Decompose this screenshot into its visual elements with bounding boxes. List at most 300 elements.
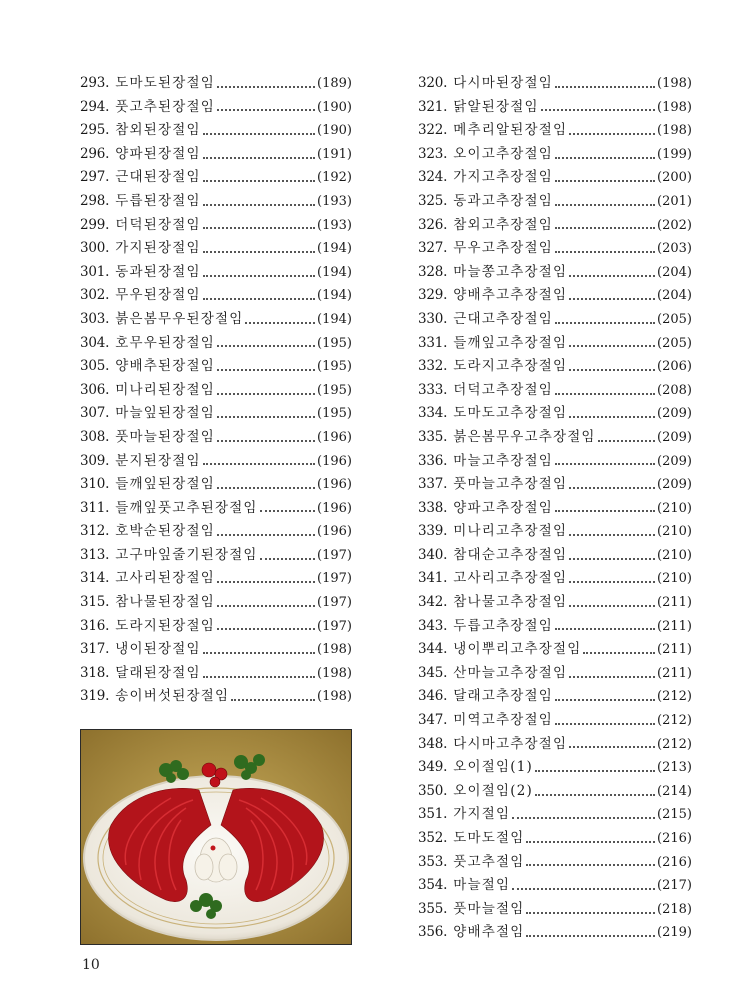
dot-leader	[217, 369, 315, 371]
entry-number: 340.	[418, 546, 448, 563]
dot-leader	[555, 86, 655, 88]
entry-number: 354.	[418, 877, 448, 894]
dot-leader	[569, 487, 655, 489]
entry-number: 322.	[418, 122, 448, 139]
entry-number: 293.	[80, 75, 110, 91]
entry-page: (212)	[657, 736, 692, 752]
entry-title: 고구마잎줄기된장절임	[115, 546, 258, 563]
dot-leader	[569, 581, 655, 583]
entry-number: 301.	[80, 263, 110, 280]
dot-leader	[569, 275, 655, 277]
dot-leader	[217, 581, 315, 583]
entry-title: 마늘절임	[453, 877, 511, 894]
entry-number: 345.	[418, 664, 448, 681]
entry-number: 310.	[80, 476, 110, 493]
entry-title: 양배추고추장절임	[453, 287, 568, 304]
entry-number: 337.	[418, 476, 448, 493]
dot-leader	[583, 652, 655, 654]
entry-page: (217)	[657, 878, 692, 894]
entry-page: (199)	[657, 146, 692, 162]
entry-number: 325.	[418, 192, 448, 209]
entry-title: 양배추절임	[453, 924, 525, 941]
toc-entry	[418, 355, 692, 379]
entry-number: 350.	[418, 782, 448, 799]
toc-entry	[80, 308, 352, 332]
entry-number: 315.	[80, 594, 110, 611]
dot-leader	[217, 487, 315, 489]
entry-number: 352.	[418, 830, 448, 846]
dot-leader	[569, 676, 655, 678]
entry-title: 근대고추장절임	[453, 310, 553, 327]
toc-entry	[80, 426, 352, 450]
entry-title: 호박순된장절임	[115, 523, 215, 540]
entry-page: (191)	[317, 146, 352, 162]
entry-number: 324.	[418, 169, 448, 186]
entry-title: 가지고추장절임	[453, 169, 553, 186]
entry-number: 346.	[418, 688, 448, 705]
toc-entry	[418, 402, 692, 426]
entry-page: (194)	[317, 311, 352, 327]
entry-title: 가지된장절임	[115, 240, 201, 257]
entry-number: 296.	[80, 145, 110, 162]
entry-page: (195)	[317, 335, 352, 351]
entry-number: 333.	[418, 381, 448, 398]
dot-leader	[217, 628, 315, 630]
entry-title: 동과된장절임	[115, 263, 201, 280]
entry-title: 미나리고추장절임	[453, 523, 568, 540]
entry-title: 풋마늘절임	[453, 900, 525, 917]
entry-title: 분지된장절임	[115, 452, 201, 469]
entry-number: 313.	[80, 546, 110, 563]
dot-leader	[569, 746, 655, 748]
entry-title: 오이고추장절임	[453, 145, 553, 162]
entry-title: 고사리고추장절임	[453, 570, 568, 587]
entry-title: 풋고추된장절임	[115, 98, 215, 115]
dot-leader	[217, 345, 315, 347]
dot-leader	[203, 463, 315, 465]
entry-page: (196)	[317, 477, 352, 493]
entry-title: 마늘쫑고추장절임	[453, 263, 568, 280]
toc-entry	[80, 497, 352, 521]
dot-leader	[555, 628, 655, 630]
dot-leader	[203, 652, 315, 654]
dot-leader	[526, 935, 655, 937]
entry-page: (212)	[657, 713, 692, 729]
dot-leader	[555, 463, 655, 465]
entry-number: 316.	[80, 617, 110, 634]
entry-page: (205)	[657, 311, 692, 327]
entry-number: 335.	[418, 428, 448, 445]
entry-number: 329.	[418, 287, 448, 304]
dot-leader	[217, 416, 315, 418]
toc-entry	[418, 497, 692, 521]
entry-number: 295.	[80, 122, 110, 139]
toc-entry	[80, 615, 352, 639]
entry-page: (211)	[657, 595, 692, 611]
entry-title: 오이절임(1)	[453, 759, 533, 776]
entry-number: 297.	[80, 169, 110, 186]
entry-title: 근대된장절임	[115, 169, 201, 186]
entry-title: 동과고추장절임	[453, 192, 553, 209]
entry-page: (194)	[317, 241, 352, 257]
entry-title: 양파된장절임	[115, 145, 201, 162]
entry-title: 냉이된장절임	[115, 641, 201, 658]
toc-entry	[418, 473, 692, 497]
dot-leader	[217, 393, 315, 395]
entry-page: (210)	[657, 571, 692, 587]
dot-leader	[535, 770, 655, 772]
toc-entry	[418, 214, 692, 238]
entry-number: 304.	[80, 334, 110, 351]
toc-entry	[418, 166, 692, 190]
entry-title: 참나물고추장절임	[453, 594, 568, 611]
dot-leader	[203, 227, 315, 229]
toc-entry	[80, 402, 352, 426]
dot-leader	[569, 345, 655, 347]
entry-title: 오이절임(2)	[453, 782, 533, 799]
entry-title: 미나리된장절임	[115, 381, 215, 398]
toc-entry	[418, 567, 692, 591]
entry-page: (194)	[317, 288, 352, 304]
toc-entry	[418, 261, 692, 285]
entry-page: (198)	[657, 99, 692, 115]
entry-page: (196)	[317, 500, 352, 516]
entry-title: 무우된장절임	[115, 287, 201, 304]
toc-entry	[418, 520, 692, 544]
dot-leader	[555, 510, 655, 512]
entry-page: (197)	[317, 547, 352, 563]
dot-leader	[555, 180, 655, 182]
dot-leader	[569, 298, 655, 300]
toc-entry	[80, 96, 352, 120]
dot-leader	[203, 204, 315, 206]
toc-entry	[418, 426, 692, 450]
dot-leader	[245, 322, 315, 324]
dot-leader	[555, 699, 655, 701]
toc-entry	[80, 662, 352, 686]
entry-page: (214)	[657, 783, 692, 799]
entry-number: 299.	[80, 216, 110, 233]
dish-photo	[80, 729, 352, 945]
entry-page: (218)	[657, 901, 692, 917]
entry-title: 참대순고추장절임	[453, 546, 568, 563]
toc-entry	[418, 96, 692, 120]
entry-page: (198)	[657, 123, 692, 139]
dot-leader	[526, 912, 655, 914]
entry-page: (197)	[317, 618, 352, 634]
entry-title: 도마도고추장절임	[453, 405, 568, 422]
dot-leader	[569, 133, 655, 135]
entry-title: 닭알된장절임	[453, 98, 539, 115]
entry-number: 328.	[418, 263, 448, 280]
entry-page: (198)	[317, 689, 352, 705]
entry-title: 풋마늘된장절임	[115, 428, 215, 445]
entry-number: 336.	[418, 452, 448, 469]
entry-page: (198)	[317, 665, 352, 681]
entry-page: (204)	[657, 264, 692, 280]
entry-page: (216)	[657, 854, 692, 870]
page-number: 10	[82, 957, 100, 973]
entry-title: 양파고추장절임	[453, 499, 553, 516]
entry-number: 298.	[80, 192, 110, 209]
toc-entry	[80, 473, 352, 497]
dot-leader	[555, 251, 655, 253]
entry-page: (213)	[657, 760, 692, 776]
entry-title: 다시마고추장절임	[453, 735, 568, 752]
entry-page: (194)	[317, 264, 352, 280]
toc-entry	[80, 261, 352, 285]
toc-entry	[418, 237, 692, 261]
entry-number: 306.	[80, 381, 110, 398]
dot-leader	[260, 558, 315, 560]
dot-leader	[526, 841, 655, 843]
entry-page: (209)	[657, 406, 692, 422]
toc-entry	[418, 544, 692, 568]
entry-title: 붉은봄무우고추장절임	[453, 428, 596, 445]
entry-title: 다시마된장절임	[453, 75, 553, 91]
toc-entry	[80, 214, 352, 238]
dot-leader	[217, 605, 315, 607]
dot-leader	[203, 275, 315, 277]
entry-page: (219)	[657, 925, 692, 941]
entry-page: (210)	[657, 547, 692, 563]
toc-entry	[418, 190, 692, 214]
toc-entry	[418, 308, 692, 332]
entry-number: 300.	[80, 240, 110, 257]
entry-number: 321.	[418, 98, 448, 115]
toc-entry	[80, 685, 352, 709]
dot-leader	[512, 888, 655, 890]
entry-number: 312.	[80, 523, 110, 540]
toc-right-column	[418, 72, 692, 945]
toc-entry	[418, 827, 692, 851]
entry-page: (206)	[657, 359, 692, 375]
dot-leader	[555, 157, 655, 159]
entry-page: (198)	[657, 76, 692, 91]
entry-number: 309.	[80, 452, 110, 469]
toc-entry	[418, 733, 692, 757]
toc-entry	[80, 520, 352, 544]
toc-entry	[418, 803, 692, 827]
entry-number: 331.	[418, 334, 448, 351]
entry-number: 332.	[418, 358, 448, 375]
toc-entry	[418, 780, 692, 804]
toc-entry	[80, 190, 352, 214]
entry-title: 더덕고추장절임	[453, 381, 553, 398]
entry-title: 마늘잎된장절임	[115, 405, 215, 422]
toc-entry	[418, 756, 692, 780]
entry-page: (190)	[317, 99, 352, 115]
dot-leader	[203, 251, 315, 253]
entry-number: 330.	[418, 310, 448, 327]
entry-page: (196)	[317, 524, 352, 540]
entry-number: 318.	[80, 664, 110, 681]
entry-number: 319.	[80, 688, 110, 705]
entry-title: 풋고추절임	[453, 853, 525, 870]
entry-page: (209)	[657, 477, 692, 493]
entry-number: 356.	[418, 924, 448, 941]
entry-page: (195)	[317, 382, 352, 398]
entry-page: (208)	[657, 382, 692, 398]
entry-number: 302.	[80, 287, 110, 304]
entry-title: 냉이뿌리고추장절임	[453, 641, 582, 658]
dot-leader	[203, 676, 315, 678]
entry-page: (209)	[657, 429, 692, 445]
dot-leader	[569, 534, 655, 536]
entry-page: (201)	[657, 193, 692, 209]
dot-leader	[555, 204, 655, 206]
toc-entry	[80, 544, 352, 568]
entry-page: (211)	[657, 642, 692, 658]
toc-entry	[80, 119, 352, 143]
dot-leader	[217, 534, 315, 536]
entry-title: 메추리알된장절임	[453, 122, 568, 139]
entry-title: 들깨잎고추장절임	[453, 334, 568, 351]
toc-entry	[80, 567, 352, 591]
entry-page: (205)	[657, 335, 692, 351]
toc-entry	[80, 355, 352, 379]
toc-entry	[418, 143, 692, 167]
entry-title: 산마늘고추장절임	[453, 664, 568, 681]
entry-page: (197)	[317, 571, 352, 587]
toc-entry	[418, 379, 692, 403]
dot-leader	[203, 180, 315, 182]
toc-entry	[80, 332, 352, 356]
dot-leader	[203, 157, 315, 159]
toc-entry	[418, 284, 692, 308]
entry-page: (210)	[657, 524, 692, 540]
entry-page: (197)	[317, 595, 352, 611]
toc-entry	[418, 851, 692, 875]
dot-leader	[555, 393, 655, 395]
entry-number: 341.	[418, 570, 448, 587]
entry-page: (196)	[317, 453, 352, 469]
entry-title: 더덕된장절임	[115, 216, 201, 233]
entry-title: 두릅된장절임	[115, 192, 201, 209]
entry-title: 달래고추장절임	[453, 688, 553, 705]
entry-title: 도마도된장절임	[115, 75, 215, 91]
entry-title: 호무우된장절임	[115, 334, 215, 351]
entry-number: 317.	[80, 641, 110, 658]
entry-title: 들깨잎된장절임	[115, 476, 215, 493]
toc-left-column	[80, 72, 352, 709]
dot-leader	[231, 699, 315, 701]
entry-number: 344.	[418, 641, 448, 658]
dot-leader	[555, 227, 655, 229]
entry-title: 가지절임	[453, 806, 511, 823]
dot-leader	[217, 109, 315, 111]
entry-title: 달래된장절임	[115, 664, 201, 681]
entry-title: 들깨잎풋고추된장절임	[115, 499, 258, 516]
dot-leader	[569, 605, 655, 607]
toc-entry	[418, 332, 692, 356]
entry-title: 두릅고추장절임	[453, 617, 553, 634]
entry-number: 347.	[418, 712, 448, 729]
toc-entry	[418, 874, 692, 898]
entry-number: 326.	[418, 216, 448, 233]
entry-title: 참외고추장절임	[453, 216, 553, 233]
entry-page: (211)	[657, 665, 692, 681]
entry-title: 도마도절임	[453, 830, 525, 846]
entry-title: 도라지된장절임	[115, 617, 215, 634]
dot-leader	[555, 322, 655, 324]
dot-leader	[569, 558, 655, 560]
entry-page: (195)	[317, 359, 352, 375]
dot-leader	[541, 109, 655, 111]
entry-title: 양배추된장절임	[115, 358, 215, 375]
entry-number: 323.	[418, 145, 448, 162]
toc-entry	[418, 638, 692, 662]
entry-page: (211)	[657, 618, 692, 634]
dot-leader	[569, 369, 655, 371]
entry-number: 308.	[80, 428, 110, 445]
entry-title: 마늘고추장절임	[453, 452, 553, 469]
entry-number: 343.	[418, 617, 448, 634]
toc-entry	[80, 72, 352, 96]
entry-page: (192)	[317, 170, 352, 186]
toc-entry	[418, 119, 692, 143]
dot-leader	[203, 298, 315, 300]
entry-number: 314.	[80, 570, 110, 587]
entry-page: (196)	[317, 429, 352, 445]
toc-entry	[418, 709, 692, 733]
entry-page: (193)	[317, 193, 352, 209]
dot-leader	[260, 510, 315, 512]
entry-page: (210)	[657, 500, 692, 516]
entry-page: (200)	[657, 170, 692, 186]
entry-page: (209)	[657, 453, 692, 469]
dot-leader	[203, 133, 315, 135]
entry-page: (216)	[657, 831, 692, 846]
entry-title: 풋마늘고추장절임	[453, 476, 568, 493]
toc-entry	[80, 379, 352, 403]
entry-number: 334.	[418, 405, 448, 422]
toc-entry	[80, 237, 352, 261]
toc-entry	[418, 591, 692, 615]
toc-entry	[418, 685, 692, 709]
entry-number: 311.	[80, 499, 110, 516]
toc-entry	[418, 615, 692, 639]
toc-entry	[418, 450, 692, 474]
toc-entry	[418, 662, 692, 686]
entry-number: 338.	[418, 499, 448, 516]
entry-page: (195)	[317, 406, 352, 422]
entry-page: (198)	[317, 642, 352, 658]
toc-entry	[80, 450, 352, 474]
entry-number: 348.	[418, 735, 448, 752]
entry-title: 참외된장절임	[115, 122, 201, 139]
entry-number: 355.	[418, 900, 448, 917]
toc-entry	[80, 166, 352, 190]
toc-entry	[80, 591, 352, 615]
toc-entry	[418, 72, 692, 96]
dot-leader	[535, 794, 655, 796]
entry-number: 307.	[80, 405, 110, 422]
entry-title: 미역고추장절임	[453, 712, 553, 729]
entry-title: 송이버섯된장절임	[115, 688, 230, 705]
entry-number: 294.	[80, 98, 110, 115]
toc-entry	[80, 638, 352, 662]
entry-number: 303.	[80, 310, 110, 327]
entry-number: 339.	[418, 523, 448, 540]
dot-leader	[598, 440, 655, 442]
entry-page: (215)	[657, 807, 692, 823]
entry-number: 305.	[80, 358, 110, 375]
dot-leader	[555, 723, 655, 725]
entry-title: 고사리된장절임	[115, 570, 215, 587]
dot-leader	[526, 864, 655, 866]
entry-page: (202)	[657, 217, 692, 233]
